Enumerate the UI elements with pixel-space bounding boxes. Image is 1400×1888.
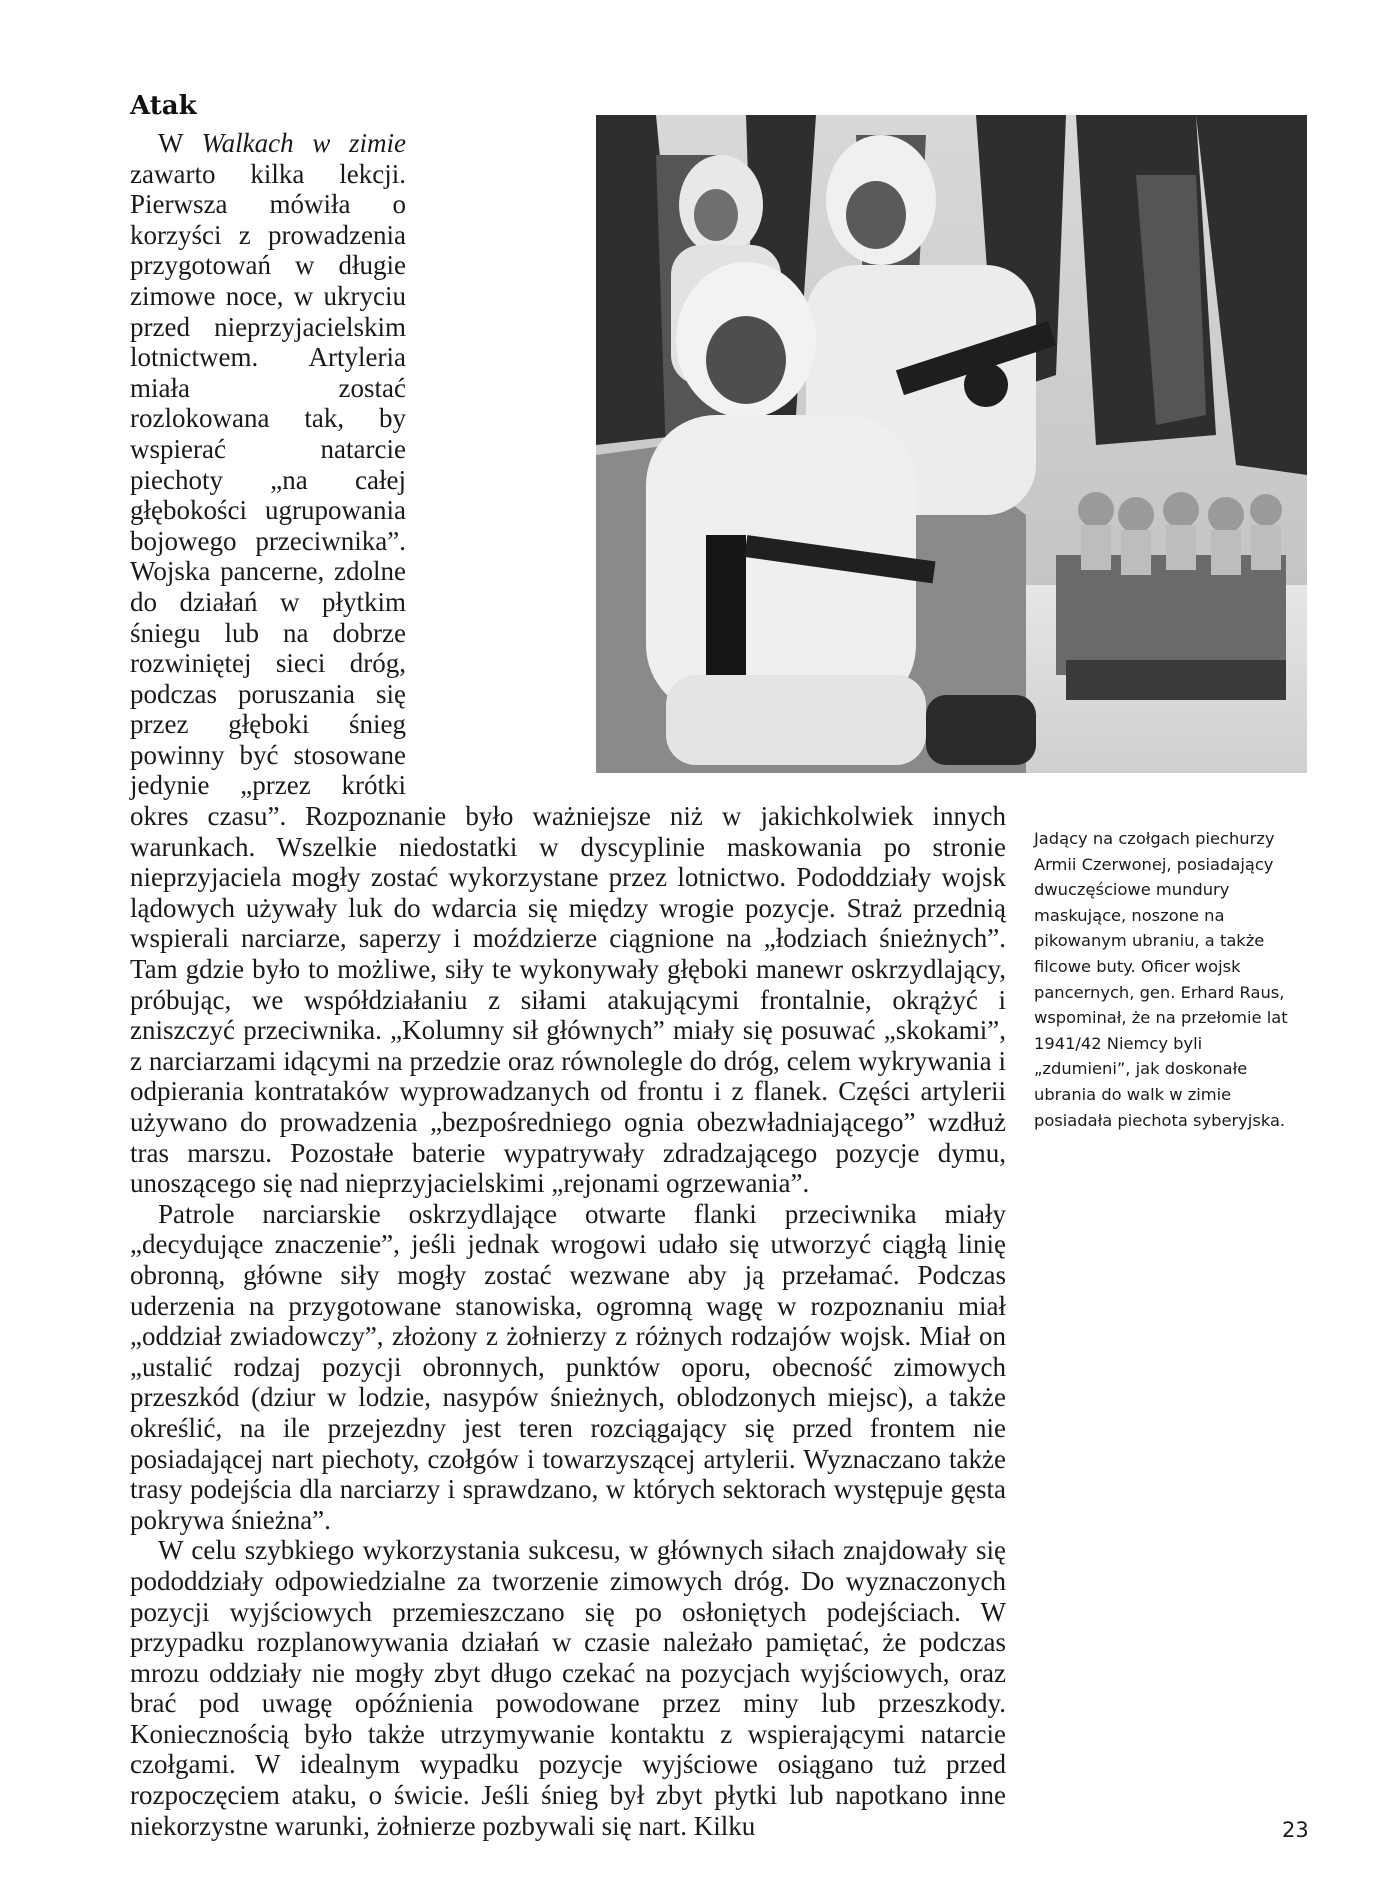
paragraph-2: Patrole narciarskie oskrzydlające otwarte flanki przeciwnika miały „decydujące znaczenie”, jeśli jednak wrogowi udało się utworzyć ciągłą linię obronną, główne siły mogły zostać wezwane aby ją przełamać. Podczas uderzenia na przygotowane stanowiska, ogromną wagę w rozpoznaniu miał „oddział zwiadowczy”, złożony z żołnierzy z różnych rodzajów wojsk. Miał on „ustalić rodzaj pozycji obronnych, punktów oporu, obecność zimowych przeszkód (dziur w lodzie, nasypów śnieżnych, oblodzonych miejsc), a także określić, na ile przejezdny jest teren rozciągający się przed frontem nie posiadającej nart piechoty, czołgów i towarzyszącej artylerii. Wyznaczano także trasy podejścia dla narciarzy i sprawdzano, w których sektorach występuje gęsta pokrywa śnieżna”.	[130, 1198, 1006, 1535]
soldiers-photo	[596, 115, 1307, 773]
paragraph-1-lead: W	[158, 128, 202, 158]
photo-caption: Jadący na czołgach piechurzy Armii Czerwonej, posiadający dwuczęściowe mundury maskujące, noszone na pikowanym ubraniu, a także filcowe buty. Oficer wojsk pancernych, gen. Erhard Raus, wspominał, że na przełomie lat 1941/42 Niemcy byli „zdumieni”, jak doskonałe ubrania do walk w zimie posiadała piechota syberyjska.	[1034, 829, 1288, 1130]
photo-illustration	[596, 115, 1307, 773]
book-title: Walkach w zimie	[201, 128, 406, 158]
paragraph-3: W celu szybkiego wykorzystania sukcesu, w głównych siłach znajdowały się pododdziały odpowiedzialne za tworzenie zimowych dróg. Do wyznaczonych pozycji wyjściowych przemieszczano się po osłoniętych podejściach. W przypadku rozplanowywania działań w czasie należało pamiętać, że podczas mrozu oddziały nie mogły zbyt długo czekać na pozycjach wyjściowych, oraz brać pod uwagę opóźnienia powodowane przez miny lub przeszkody. Koniecznością było także utrzymywanie kontaktu z wspierającymi natarcie czołgami. W idealnym wypadku pozycje wyjściowe osiągano tuż przed rozpoczęciem ataku, o świcie. Jeśli śnieg był zbyt płytki lub napotkano inne niekorzystne warunki, żołnierze pozbywali się nart. Kilku	[130, 1535, 1006, 1841]
section-heading: Atak	[130, 91, 197, 121]
paragraph-1-text: zawarto kilka lekcji. Pierwsza mówiła o korzyści z prowadzenia przygotowań w długie zimowe noce, w ukryciu przed nieprzyjacielskim lotnictwem. Artyleria miała zostać rozlokowana tak, by wspierać natarcie piechoty „na całej głębokości ugrupowania bojowego przeciwnika”. Wojska pancerne, zdolne do działań w płytkim śniegu lub na dobrze rozwiniętej sieci dróg, podczas poruszania się przez głęboki śnieg powinny być stosowane jedynie „przez krótki okres czasu”. Rozpoznanie było ważniejsze niż w jakichkolwiek innych warunkach. Wszelkie niedostatki w dyscyplinie maskowania po stronie nieprzyjaciela mogły zostać wykorzystane przez lotnictwo. Pododdziały wojsk lądowych używały luk do wdarcia się między wrogie pozycje. Straż przednią wspierali narciarze, saperzy i moździerze ciągnione na „łodziach śnieżnych”. Tam gdzie było to możliwe, siły te wykonywały głęboki manewr oskrzydlający, próbując, we współdziałaniu z siłami atakującymi frontalnie, okrążyć i zniszczyć przeciwnika. „Kolumny sił głównych” miały się posuwać „skokami”, z narciarzami idącymi na przedzie oraz równolegle do dróg, celem wykrywania i odpierania kontrataków wyprowadzanych od frontu i z flanek. Części artylerii używano do prowadzenia „bezpośredniego ognia obezwładniającego” wzdłuż tras marszu. Pozostałe baterie wypatrywały zdradzającego pozycje dymu, unoszącego się nad nieprzyjacielskimi „rejonami ogrzewania”.	[130, 158, 1006, 1199]
page-number: 23	[1282, 1818, 1309, 1842]
